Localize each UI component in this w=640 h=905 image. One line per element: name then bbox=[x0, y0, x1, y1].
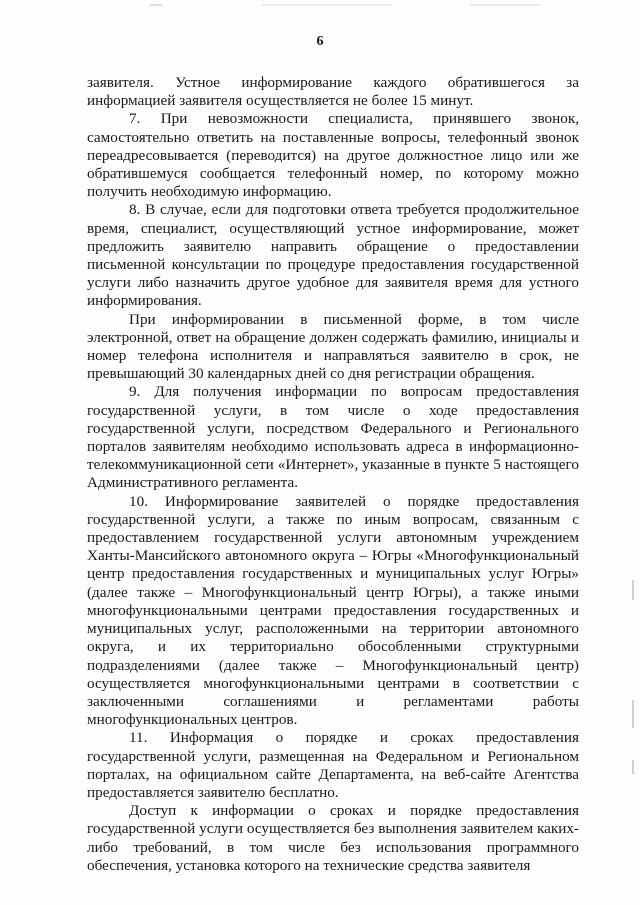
paragraph: заявителя. Устное информирование каждого обратившегося за информацией заявителя осуществляется не более 15 минут. bbox=[87, 74, 579, 110]
page-number: 6 bbox=[316, 34, 324, 49]
paragraph-item-8: 8. В случае, если для подготовки ответа требуется продолжительное время, специалист, осуществляющий устное информирование, может предложить заявителю направить обращение о предоставлении письменной консультации по процедуре предоставления государственной услуги либо назначить другое удобное для заявителя время для устного информирования. bbox=[87, 201, 579, 310]
scan-artifact-edge bbox=[632, 700, 634, 728]
scan-artifact-edge bbox=[632, 580, 634, 600]
scan-artifact-top bbox=[262, 4, 392, 6]
scan-artifact-top bbox=[150, 4, 162, 6]
paragraph: При информировании в письменной форме, в том числе электронной, ответ на обращение должен содержать фамилию, инициалы и номер телефона исполнителя и направляться заявителю в срок, не превышающий 30 календарных дней со дня регистрации обращения. bbox=[87, 310, 579, 383]
paragraph-item-11: 11. Информация о порядке и сроках предоставления государственной услуги, размещенная на Федеральном и Региональном порталах, на официальном сайте Департамента, на веб-сайте Агентства предоставляется заявителю бесплатно. bbox=[87, 729, 579, 801]
document-body bbox=[87, 74, 579, 875]
paragraph: Доступ к информации о сроках и порядке предоставления государственной услуги осуществляется без выполнения заявителем каких-либо требований, в том числе без использования программного обеспечения, установка которого на технические средства заявителя bbox=[87, 802, 579, 874]
paragraph-item-9: 9. Для получения информации по вопросам предоставления государственной услуги, в том числе о ходе предоставления государственной услуги, посредством Федерального и Регионального порталов заявителям необходимо использовать адреса в информационно-телекоммуникационной сети «Интернет», указанные в пункте 5 настоящего Административного регламента. bbox=[87, 383, 579, 492]
scan-artifact-top bbox=[470, 4, 540, 6]
scan-artifact-edge bbox=[632, 760, 634, 774]
paragraph-item-10: 10. Информирование заявителей о порядке предоставления государственной услуги, а также по иным вопросам, связанным с предоставлением государственной услуги автономным учреждением Ханты-Мансийского автономного округа – Югры «Многофункциональный центр предоставления государственных и муниципальных услуг Югры» (далее также – Многофункциональный центр Югры), а также иными многофункциональными центрами предоставления государственных и муниципальных услуг, расположенными на территории автономного округа, и их территориально обособленными структурными подразделениями (далее также – Многофункциональный центр) осуществляется многофункциональными центрами в соответствии с заключенными соглашениями и регламентами работы многофункциональных центров. bbox=[87, 492, 579, 729]
paragraph-item-7: 7. При невозможности специалиста, принявшего звонок, самостоятельно ответить на поставленные вопросы, телефонный звонок переадресовывается (переводится) на другое должностное лицо или же обратившемуся сообщается телефонный номер, по которому можно получить необходимую информацию. bbox=[87, 110, 579, 201]
